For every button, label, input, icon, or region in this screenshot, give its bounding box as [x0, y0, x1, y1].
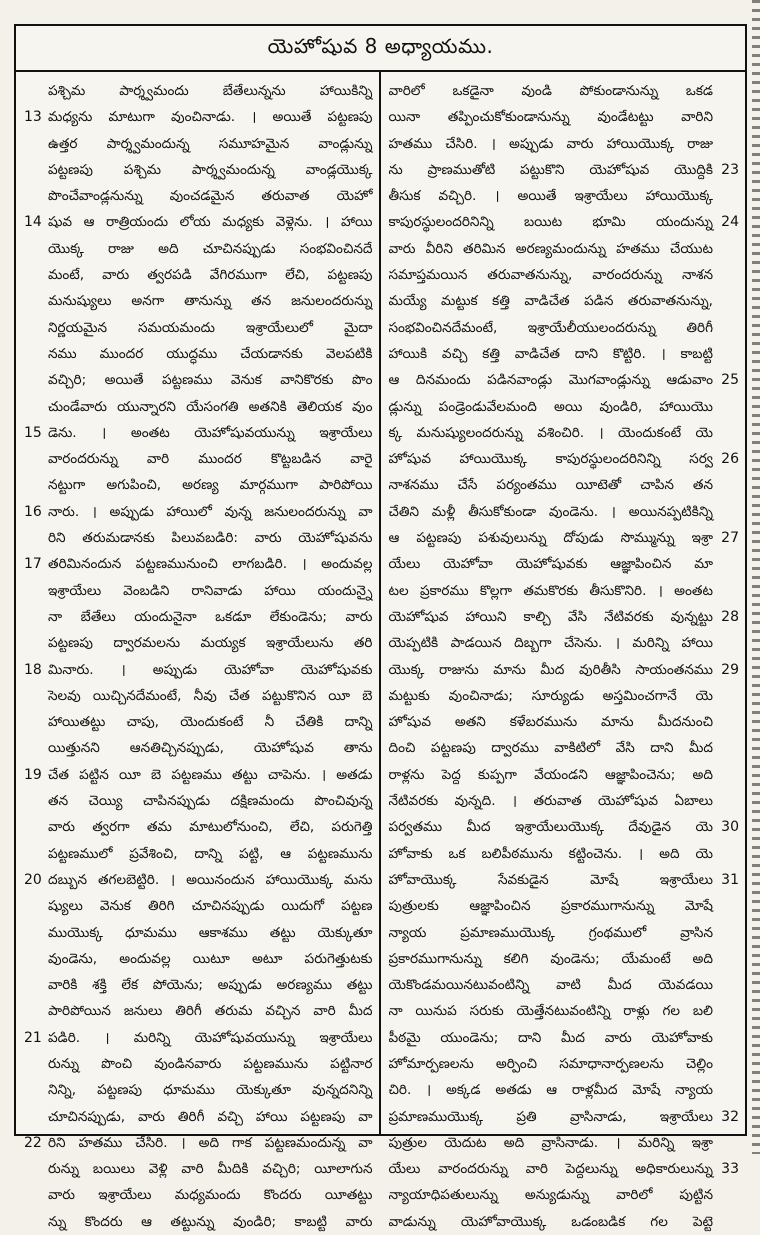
text-line — [24, 551, 373, 577]
text-line — [24, 1156, 373, 1182]
line-text: యెకొండమయినటువంటిన్ని వాటి మీద యెవడయి — [388, 977, 713, 994]
text-line — [24, 288, 373, 314]
text-line — [24, 972, 373, 998]
text-line — [389, 1077, 740, 1103]
text-line — [389, 1104, 740, 1130]
line-text: పొంచేవాండ్లనున్ను వుంచడమైన తరువాత యెహో — [48, 188, 373, 205]
text-line — [389, 499, 740, 525]
line-text: చేతిని మళ్లీ తీసుకోకుండా వుండెను. । అయినప్పటికిన్ని — [388, 503, 713, 520]
verse-number: 21 — [24, 1029, 42, 1046]
text-line — [389, 841, 740, 867]
line-text: హోషువ హాయియొక్క కాపురస్థులందరినిన్ని సర్వ — [388, 451, 713, 468]
text-line — [389, 578, 740, 604]
line-text: మనుష్యులు అనగా తానున్ను తన జనులందరున్ను — [48, 293, 373, 310]
line-text: హోవాయొక్క సేవకుడైన మోషే ఇశ్రాయేలు — [388, 871, 713, 888]
text-line — [24, 209, 373, 235]
line-text: నము ముందర యుద్ధము చేయడానకు వెలపటికి — [48, 345, 373, 362]
text-line — [389, 183, 740, 209]
line-text: ఆ దినమందు పడినవాండ్లు మొగవాండ్లున్ను ఆడువాం — [388, 372, 713, 389]
text-line — [389, 262, 740, 288]
line-text: ను ప్రాణముతోటి పట్టుకొని యెహోషువ యొద్దికి — [388, 161, 713, 178]
line-text: యేలు వారందరున్ను వారి పెద్దలున్ను అధికారులున్ను — [388, 1161, 713, 1178]
text-line — [389, 104, 740, 130]
text-line — [24, 472, 373, 498]
line-text: రున్ను బయిలు వెళ్లి వారి మీదికి వచ్చిరి; యీలాగున — [48, 1161, 373, 1178]
line-text: మట్టుకు వుంచినాడు; సూర్యుడు అస్తమించగానే యె — [388, 687, 713, 704]
text-line — [389, 551, 740, 577]
line-text: దించి పట్టణపు ద్వారము వాకిటిలో వేసి దాని మీద — [388, 740, 713, 757]
verse-number: 26 — [721, 451, 739, 468]
line-text: హోమార్పణలను అర్పించి సమాధానార్పణలను చెల్లిం — [388, 1055, 713, 1072]
line-text: ఉత్తర పార్శ్వమందున్న సమూహమైన వాండ్లున్ను — [48, 135, 373, 152]
text-line — [24, 998, 373, 1024]
text-line — [24, 236, 373, 262]
chapter-title: యెహోషువ 8 అధ్యాయము. — [267, 33, 494, 58]
text-line — [389, 472, 740, 498]
line-text: వుండెను, అందువల్ల యిటూ అటూ పరుగెత్తుటకు — [48, 950, 373, 967]
text-line — [24, 367, 373, 393]
text-line — [24, 525, 373, 551]
text-line — [24, 131, 373, 157]
text-line — [389, 657, 740, 683]
line-text: తీసుక వచ్చిరి. । అయితే ఇశ్రాయేలు హాయియొక్క — [388, 188, 713, 205]
text-line — [24, 762, 373, 788]
line-text: నాశనము చేసే పర్యంతము యీటెతో చాపిన తన — [388, 477, 713, 494]
line-text: హోవాకు ఒక బలిపీఠమును కట్టించెను. । అది యె — [388, 845, 713, 862]
text-line — [389, 735, 740, 761]
line-text: వారు ఇశ్రాయేలు మధ్యమందు కొందరు యీతట్టు — [48, 1187, 373, 1204]
text-line — [24, 262, 373, 288]
text-line — [24, 1077, 373, 1103]
text-line — [389, 131, 740, 157]
line-text: మధ్యను మాటుగా వుంచినాడు. । అయితే పట్టణపు — [48, 109, 373, 126]
line-text: ప్రమాణముయొక్క ప్రతి వ్రాసినాడు, ఇశ్రాయేలు — [388, 1108, 713, 1125]
text-line — [389, 288, 740, 314]
text-line — [389, 709, 740, 735]
text-line — [24, 683, 373, 709]
line-text: హాయికి వచ్చి కత్తి వాడిచేత దాని కొట్టిరి. । కాబట్టి — [388, 345, 713, 362]
line-text: వారందరున్ను వారి ముందర కొట్టబడిన వారై — [48, 451, 373, 468]
text-line — [24, 1025, 373, 1051]
text-line — [24, 499, 373, 525]
text-line — [389, 157, 740, 183]
text-line — [24, 420, 373, 446]
text-line — [389, 1182, 740, 1208]
line-text: న్యాయ ప్రమాణముయొక్క గ్రంథములో వ్రాసిన — [388, 924, 713, 941]
text-line — [389, 604, 740, 630]
line-text: వచ్చిరి; అయితే పట్టణము వెనుక వానికొరకు పొం — [48, 372, 373, 389]
text-line — [24, 157, 373, 183]
line-text: యేలు యెహోవా యెహోషువకు ఆజ్ఞాపించిన మా — [388, 556, 713, 573]
text-line — [24, 183, 373, 209]
text-line — [24, 446, 373, 472]
text-line — [389, 920, 740, 946]
text-line — [24, 1051, 373, 1077]
line-text: రిని తరుమడానకు పిలువబడిరి: వారు యెహోషువను — [48, 530, 373, 547]
line-text: పీఠమై యుండెను; దాని మీద వారు యెహోవాకు — [388, 1029, 713, 1046]
text-line — [389, 341, 740, 367]
text-line — [389, 1051, 740, 1077]
line-text: హతము చేసిరి. । అప్పుడు వారు హాయియొక్క రాజు — [388, 135, 713, 152]
verse-number: 32 — [721, 1108, 739, 1125]
line-text: హోషువ అతని కళేబరమును మాను మీదనుంచి — [388, 714, 713, 731]
text-line — [389, 315, 740, 341]
text-line — [389, 78, 740, 104]
text-line — [389, 209, 740, 235]
text-line — [389, 367, 740, 393]
line-text: హాయితట్టు చాపు, యెందుకంటే నీ చేతికి దాన్ని — [48, 714, 373, 731]
line-text: పట్టణపు పశ్చిమ పార్శ్వమందున్న వాండ్లయొక్క — [48, 161, 373, 178]
line-text: పట్టణపు ద్వారమలను మయ్యక ఇశ్రాయేలును తరి — [48, 635, 373, 652]
line-text: యెహోషువ హాయిని కాల్చి వేసి నేటివరకు వున్నట్టు — [388, 608, 713, 625]
verse-number: 33 — [721, 1161, 739, 1178]
text-line — [389, 814, 740, 840]
text-line — [389, 1025, 740, 1051]
text-line — [389, 1130, 740, 1156]
line-text: వారిలో ఒకడైనా వుండి పోకుండానున్ను ఒకడ — [388, 83, 713, 99]
line-text: నేటివరకు వున్నది. । తరువాత యెహోషువ ఏబాలు — [388, 793, 713, 810]
text-line — [389, 998, 740, 1024]
text-line — [24, 735, 373, 761]
text-line — [24, 604, 373, 630]
text-line — [389, 420, 740, 446]
page-header — [16, 26, 745, 72]
line-text: చూచినప్పుడు, వారు తిరిగీ వచ్చి హాయి పట్టణపు వా — [48, 1108, 373, 1125]
text-line — [24, 1209, 373, 1235]
text-line — [24, 946, 373, 972]
line-text: వారు త్వరగా తమ మాటులోనుంచి, లేచి, పరుగెత్తి — [48, 819, 373, 836]
scripture-page — [14, 24, 747, 1230]
text-line — [389, 525, 740, 551]
line-text: పారిపోయిన జనులు తిరిగీ తరుమ వచ్చిన వారి మీద — [48, 1003, 373, 1020]
left-column — [16, 72, 381, 1230]
text-line — [389, 972, 740, 998]
text-line — [24, 1104, 373, 1130]
verse-number: 23 — [721, 161, 739, 178]
line-text: యిత్తునని ఆనతిచ్చినప్పుడు, యెహోషువ తాను — [48, 740, 373, 757]
verse-number: 16 — [24, 503, 42, 520]
line-text: రిని హతము చేసిరి. । అది గాక పట్టణమందున్న వా — [48, 1134, 373, 1151]
verse-number: 27 — [721, 530, 739, 547]
line-text: సంభవించినదేమంటే, ఇశ్రాయేలీయులందరున్ను తిరిగీ — [388, 319, 713, 336]
text-line — [389, 394, 740, 420]
line-text: ష్యులు వెనుక తిరిగి చూచినప్పుడు యిదుగో పట్టణ — [48, 898, 373, 915]
text-line — [389, 236, 740, 262]
text-line — [389, 893, 740, 919]
line-text: వారు వీరిని తరిమిన అరణ్యమందున్ను హతము చేయుట — [388, 240, 713, 257]
line-text: దబ్బున తగలబెట్టిరి. । అయినందున హాయియొక్క మను — [48, 871, 373, 888]
line-text: తరిమినందున పట్టణమునుంచి లాగబడిరి. । అందువల్ల — [48, 556, 373, 573]
text-line — [24, 709, 373, 735]
text-line — [389, 1156, 740, 1182]
line-text: పట్టణములో ప్రవేశించి, దాన్ని పట్టి, ఆ పట్టణమును — [48, 845, 373, 862]
text-line — [389, 630, 740, 656]
line-text: పుత్రులకు ఆజ్ఞాపించిన ప్రకారముగానున్ను మోషే — [388, 898, 713, 915]
line-text: పశ్చిమ పార్శ్వమందు బేతేలున్నను హాయికిన్ని — [48, 83, 373, 99]
line-text: యెప్పటికి పాడయిన దిబ్బగా చేసెను. । మరిన్ని హాయి — [388, 635, 713, 652]
line-text: ముయొక్క ధూమము ఆకాశము తట్టు యెక్కుతూ — [48, 924, 373, 941]
text-line — [389, 867, 740, 893]
verse-number: 22 — [24, 1134, 42, 1151]
line-text: నిన్ని, పట్టణపు ధూమము యెక్కుతూ వున్నదనిన్ని — [48, 1082, 373, 1099]
line-text: నా యినుప సరుకు యెత్తేనటువంటిన్ని రాళ్లు గల బలి — [388, 1003, 713, 1020]
line-text: చుండేవారు యున్నారని యేసంగతి అతనికి తెలియక వుం — [48, 398, 373, 415]
line-text: టల ప్రకారము కొల్లగా తమకొరకు తీసుకొనిరి. । అంతట — [388, 582, 713, 599]
verse-number: 25 — [721, 372, 739, 389]
right-column — [381, 72, 746, 1230]
line-text: పుత్రుల యెదుట అది వ్రాసినాడు. । మరిన్ని ఇశ్రా — [388, 1134, 713, 1151]
line-text: పర్వతము మీద ఇశ్రాయేలుయొక్క దేవుడైన యె — [388, 819, 713, 836]
line-text: డ్లున్ను పండ్రెండువేలమంది అయి వుండిరి, హాయియొ — [388, 398, 713, 415]
line-text: యొక్క రాజు అది చూచినప్పుడు సంభవించినదే — [48, 240, 373, 257]
line-text: ఆ పట్టణపు పశువులున్ను దోపుడు సొమ్మున్ను ఇశ్రా — [388, 530, 713, 547]
line-text: న్ను కొందరు ఆ తట్టున్ను వుండిరి; కాబట్టి వారు — [48, 1213, 373, 1230]
line-text: వారికి శక్తి లేక పోయెను; అప్పుడు అరణ్యము తట్టు — [48, 977, 373, 994]
line-text: చేత పట్టిన యీ బె పట్టణము తట్టు చాపెను. । అతడు — [48, 766, 373, 783]
verse-number: 29 — [721, 661, 739, 678]
verse-number: 31 — [721, 871, 739, 888]
line-text: ప్రకారముగానున్ను కలిగి వుండెను; యేమంటే అది — [388, 950, 713, 967]
text-line — [24, 814, 373, 840]
line-text: రున్ను పొంచి వుండినవారు పట్టణమును పట్టినార — [48, 1055, 373, 1072]
line-text: యొక్క రాజును మాను మీద వురితీసి సాయంతనము — [388, 661, 713, 678]
line-text: కాపురస్థులందరినిన్ని బయిట భూమి యందున్ను — [388, 214, 713, 231]
text-line — [24, 578, 373, 604]
text-line — [24, 841, 373, 867]
text-line — [24, 394, 373, 420]
verse-number: 28 — [721, 608, 739, 625]
verse-number: 30 — [721, 819, 739, 836]
verse-number: 14 — [24, 214, 42, 231]
text-line — [24, 788, 373, 814]
line-text: మయ్యే మట్టుక కత్తి వాడిచేత పడిన తరువాతనున్ను, — [388, 293, 713, 310]
line-text: మంటే, వారు త్వరపడి వేగిరముగా లేచి, పట్టణపు — [48, 267, 373, 284]
text-line — [24, 78, 373, 104]
verse-number: 20 — [24, 871, 42, 888]
line-text: నిర్ణయమైన సమయమందు ఇశ్రాయేలులో మైదా — [48, 319, 373, 336]
text-columns — [16, 72, 745, 1230]
line-text: చిరి. । అక్కడ అతడు ఆ రాళ్లమీద మోషే న్యాయ — [388, 1082, 713, 1099]
text-line — [24, 920, 373, 946]
verse-number: 19 — [24, 766, 42, 783]
line-text: యినా తప్పించుకోకుండానున్ను వుండేటట్టు వారిని — [388, 109, 713, 126]
verse-number: 15 — [24, 424, 42, 441]
line-text: మినారు. । అప్పుడు యెహోవా యెహోషువకు — [48, 661, 373, 678]
verse-number: 13 — [24, 109, 42, 126]
line-text: నట్టుగా అగుపించి, అరణ్య మార్గముగా పారిపోయి — [48, 477, 373, 494]
text-line — [389, 788, 740, 814]
verse-number: 24 — [721, 214, 739, 231]
line-text: క్క మనుష్యులందరున్ను వశించిరి. । యెందుకంటే యె — [388, 424, 713, 441]
text-line — [24, 315, 373, 341]
text-line — [389, 762, 740, 788]
text-line — [389, 683, 740, 709]
text-line — [24, 893, 373, 919]
line-text: ఇశ్రాయేలు వెంబడిని రానివాడు హాయి యందున్నై — [48, 582, 373, 599]
page-edge-decoration — [752, 0, 760, 1154]
line-text: షువ ఆ రాత్రియందు లోయ మధ్యకు వెళ్లెను. । హాయి — [48, 214, 373, 231]
line-text: రాళ్లను పెద్ద కుప్పగా వేయండని ఆజ్ఞాపించెను; అది — [388, 766, 713, 783]
text-line — [389, 446, 740, 472]
text-line — [24, 630, 373, 656]
line-text: పడిరి. । మరిన్ని యెహోషువయున్ను ఇశ్రాయేలు — [48, 1029, 373, 1046]
text-line — [24, 1130, 373, 1156]
line-text: వాడున్ను యెహోవాయొక్క ఒడంబడిక గల పెట్టె — [388, 1213, 713, 1230]
verse-number: 18 — [24, 661, 42, 678]
verse-number: 17 — [24, 556, 42, 573]
text-line — [389, 946, 740, 972]
line-text: డెను. । అంతట యెహోషువయున్ను ఇశ్రాయేలు — [48, 424, 373, 441]
text-line — [24, 867, 373, 893]
text-line — [24, 104, 373, 130]
line-text: నారు. । అప్పుడు హాయిలో వున్న జనులందరున్ను వా — [48, 503, 373, 520]
line-text: సమాప్తమయిన తరువాతనున్ను, వారందరున్ను నాశన — [388, 267, 713, 284]
line-text: సెలవు యిచ్చినదేమంటే, నీవు చేత పట్టుకొనిన యీ బె — [48, 687, 373, 704]
text-line — [389, 1209, 740, 1235]
text-line — [24, 1182, 373, 1208]
line-text: తన చెయ్యి చాపినప్పుడు దక్షిణమందు పొంచివున్న — [48, 793, 373, 810]
text-line — [24, 341, 373, 367]
text-line — [24, 657, 373, 683]
line-text: న్యాయాధిపతులున్ను అన్యుడున్ను వారిలో పుట్టిన — [388, 1187, 713, 1204]
line-text: నా బేతేలు యందునైనా ఒకడూ లేకుండెను; వారు — [48, 608, 373, 625]
